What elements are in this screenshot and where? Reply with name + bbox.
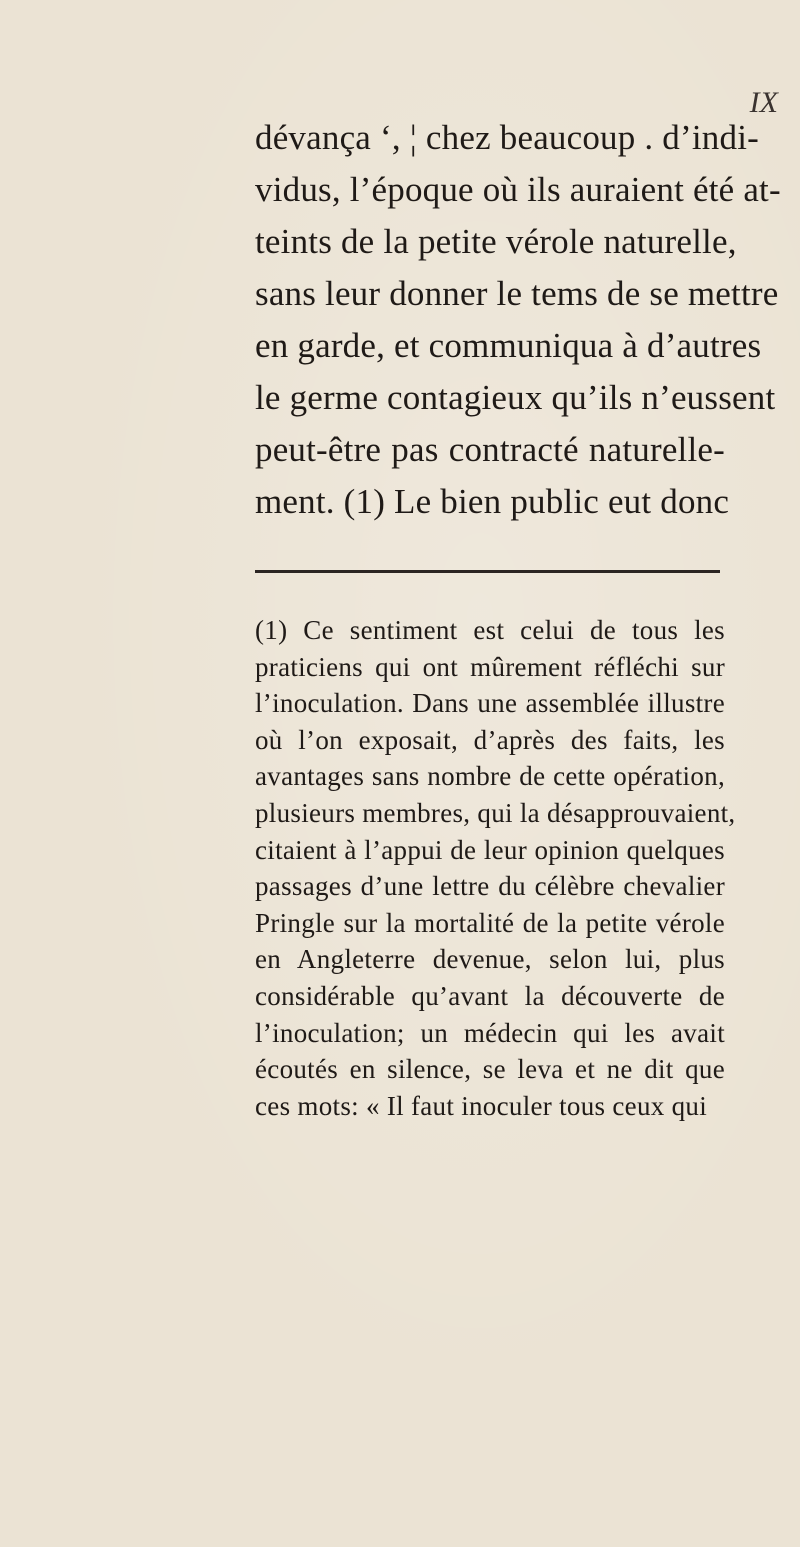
footnote-line: praticiens qui ont mûrement réfléchi sur xyxy=(255,651,725,682)
footnote-line: l’inoculation. Dans une assemblée illustre xyxy=(255,688,725,719)
footnote-line: citaient à l’appui de leur opinion quelques xyxy=(255,834,725,865)
footnote xyxy=(255,612,736,1124)
footnote-line: écoutés en silence, se leva et ne dit que xyxy=(255,1054,725,1085)
text-line: en garde, et communiqua à d’autres xyxy=(255,326,762,365)
footnote-line: plusieurs membres, qui la désapprouvaient, xyxy=(255,797,736,828)
text-line: sans leur donner le tems de se mettre xyxy=(255,274,779,313)
footnote-line: considérable qu’avant la découverte de xyxy=(255,980,725,1011)
footnote-line: l’inoculation; un médecin qui les avait xyxy=(255,1017,725,1048)
footnote-line: où l’on exposait, d’après des faits, les xyxy=(255,724,725,755)
page-number: IX xyxy=(749,86,778,119)
main-text xyxy=(255,112,781,528)
footnote-line: Pringle sur la mortalité de la petite vérole xyxy=(255,907,725,938)
text-line: teints de la petite vérole naturelle, xyxy=(255,222,737,261)
footnote-line: en Angleterre devenue, selon lui, plus xyxy=(255,944,725,975)
footnote-line: avantages sans nombre de cette opération, xyxy=(255,761,725,792)
footnote-line: ces mots: « Il faut inoculer tous ceux qui xyxy=(255,1090,707,1121)
footnote-line: (1) Ce sentiment est celui de tous les xyxy=(255,615,725,645)
footnote-separator xyxy=(255,570,720,573)
text-line: ment. (1) Le bien public eut donc xyxy=(255,482,730,521)
text-line: peut-être pas contracté naturelle- xyxy=(255,430,725,469)
text-line: vidus, l’époque où ils auraient été at- xyxy=(255,170,781,209)
footnote-line: passages d’une lettre du célèbre chevalier xyxy=(255,871,725,902)
text-line: dévança ‘, ¦ chez beaucoup . d’indi- xyxy=(255,118,759,157)
text-line: le germe contagieux qu’ils n’eussent xyxy=(255,378,776,417)
